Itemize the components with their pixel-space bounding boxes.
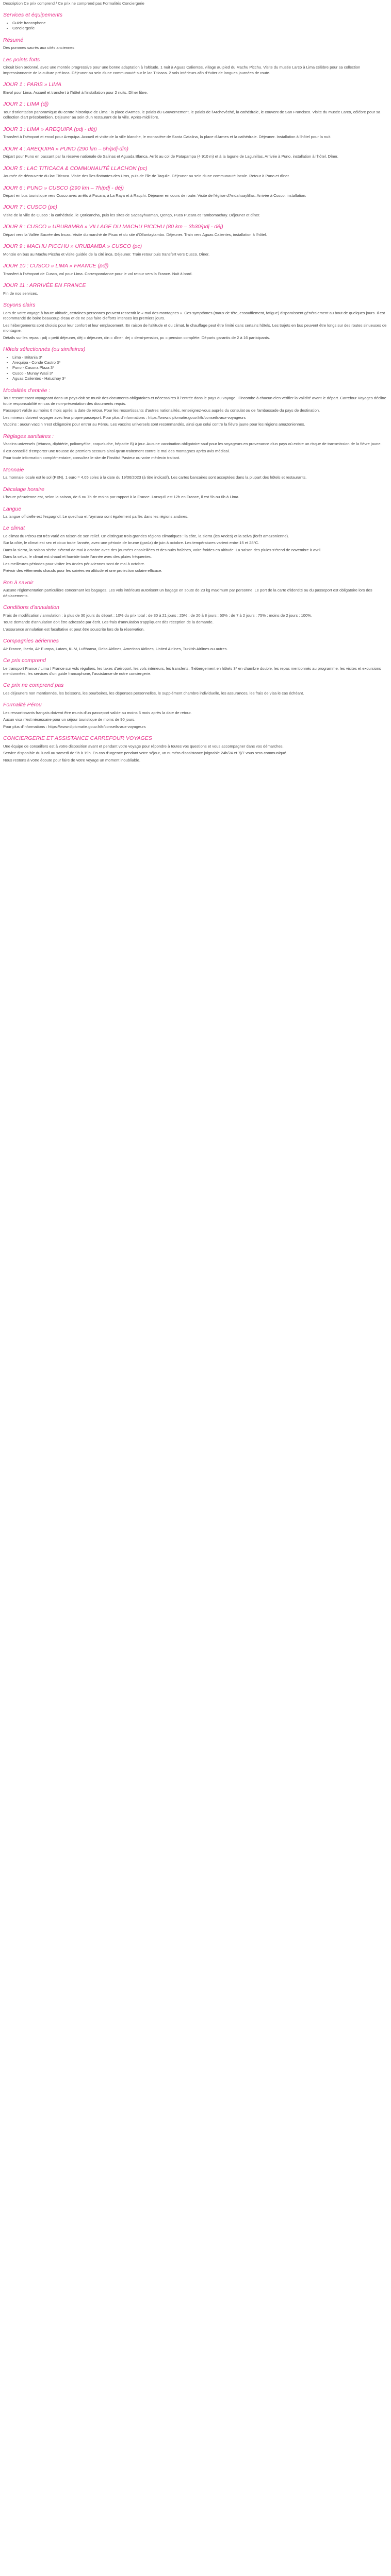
section-title-monnaie: Monnaie [3,466,24,473]
formalite-text-1: Les ressortissants français doivent être munis d'un passeport valide au moins 6 mois après la date de retour. [3,710,192,715]
section-title-bon-savoir: Bon à savoir [3,579,34,586]
conciergerie-text-2: Service disponible du lundi au samedi de 9h à 19h. En cas d'urgence pendant votre séjour, un numéro d'assistance joignable 24h/24 et 7j/7 vous sera communiqué. [3,751,287,756]
clair-text-3: Détails sur les repas : pdj = petit déjeuner, déj = déjeuner, din = dîner, dej = demi-pension, pc = pension complète. Départs garantis de 2 à 16 participants. [3,335,270,340]
list-item: • Conciergerie [12,26,388,31]
langue-text: La langue officielle est l'espagnol. Le quechua et l'aymara sont également parlés dans les régions andines. [3,514,189,519]
list-item: • Cusco - Munay Wasi 3* [12,371,388,376]
day-3-text: Transfert à l'aéroport et envol pour Arequipa. Accueil et visite de la ville blanche, le monastère de Santa Catalina, la place d'Armes et la cathédrale. Déjeuner. Installation à l'hôtel pour la nuit. [3,134,332,140]
climat-text-3: Dans la sierra, la saison sèche s'étend de mai à octobre avec des journées ensoleillées et des nuits fraîches, voire froides en altitude. La saison des pluies s'étend de novembre à avril. [3,547,322,552]
modalites-text-1: Tout ressortissant voyageant dans un pays doit se munir des documents obligatoires et nécessaires à l'entrée dans le pays du voyage. Il incombe à chacun d'en vérifier la validité avant le départ. Carrefour Voyages décline toute responsabilité en cas de non-présentation des documents requis. [3,396,386,406]
day-9-title: JOUR 9 : MACHU PICCHU » URUBAMBA » CUSCO (pc) [3,243,142,250]
header-line: Description Ce prix comprend / Ce prix ne comprend pas Formalités Conciergerie [3,1,144,6]
section-title-climat: Le climat [3,525,25,532]
list-item: • Aguas Calientes - Hatuchay 3* [12,376,388,381]
reglages-text-1: Vaccins universels (tétanos, diphtérie, poliomyélite, coqueluche, hépatite B) à jour. Aucune vaccination obligatoire sauf pour les voyageurs en provenance d'un pays où existe un risque de transmission de la fièvre jaune. [3,442,382,447]
conditions-text-2: Toute demande d'annulation doit être adressée par écrit. Les frais d'annulation s'appliquent dès réception de la demande. [3,620,214,625]
modalites-text-2: Passeport valide au moins 6 mois après la date de retour. Pour les ressortissants d'autres nationalités, renseignez-vous auprès du consulat ou de l'ambassade du pays de destination. [3,408,320,413]
climat-text-5: Les meilleures périodes pour visiter les Andes péruviennes sont de mai à octobre. [3,561,145,566]
list-item: • Arequipa - Conde Castro 3* [12,360,388,365]
monnaie-text: La monnaie locale est le sol (PEN). 1 euro = 4,05 soles à la date du 19/06/2023 (à titre indicatif). Les cartes bancaires sont acceptées dans la plupart des hôtels et restaurants. [3,475,307,480]
day-2-title: JOUR 2 : LIMA (dj) [3,101,49,108]
day-5-text: Journée de découverte du lac Titicaca. Visite des îles flottantes des Uros, puis de l'île de Taquile. Déjeuner au sein d'une communauté locale. Retour à Puno et dîner. [3,174,290,179]
bon-savoir-text: Aucune réglementation particulière concernant les bagages. Les vols intérieurs autorisent un bagage en soute de 23 kg maximum par personne. Le port de la carte d'identité ou du passeport est obligatoire lors des déplacements. [3,588,372,598]
conciergerie-text-3: Nous restons à votre écoute pour faire de votre voyage un moment inoubliable. [3,757,140,762]
section-title-compagnies: Compagnies aériennes [3,638,59,645]
day-9-text: Montée en bus au Machu Picchu et visite guidée de la cité inca. Déjeuner. Train retour puis transfert vers Cusco. Dîner. [3,251,210,257]
day-2-text: Tour d'orientation panoramique du centre historique de Lima : la place d'Armes, le palais du Gouvernement, le palais de l'Archevêché, la cathédrale, le couvent de San Francisco. Visite du musée Larco, célèbre pour sa collection d'art précolombien. Déjeuner au sein d'un restaurant de la ville. Après-midi libre. [3,109,381,120]
section-title-langue: Langue [3,505,22,512]
modalites-text-3: Les mineurs doivent voyager avec leur propre passeport. Pour plus d'informations : https://www.diplomatie.gouv.fr/fr/conseils-aux-voyageurs [3,415,246,420]
day-7-title: JOUR 7 : CUSCO (pc) [3,204,58,211]
day-8-text: Départ vers la Vallée Sacrée des Incas. Visite du marché de Pisac et du site d'Ollantaytambo. Déjeuner. Train vers Aguas Calientes, installation à l'hôtel. [3,232,267,237]
section-title-hotels: Hôtels sélectionnés (ou similaires) [3,346,86,353]
section-title-decalage: Décalage horaire [3,486,44,493]
day-6-text: Départ en bus touristique vers Cusco avec arrêts à Pucara, à La Raya et à Raqchi. Déjeuner en cours de route. Visite de l'église d'Andahuaylillas. Arrivée à Cusco, installation. [3,193,306,198]
day-7-text: Visite de la ville de Cusco : la cathédrale, le Qoricancha, puis les sites de Sacsayhuaman, Qenqo, Puca Pucara et Tambomachay. Déjeuner et dîner. [3,212,260,217]
day-8-title: JOUR 8 : CUSCO » URUBAMBA » VILLAGE DU MACHU PICCHU (80 km – 3h30/pdj - déj) [3,224,223,230]
clair-text-1: Lors de votre voyage à haute altitude, certaines personnes peuvent ressentir le « mal des montagnes ». Ces symptômes (maux de tête, essoufflement, fatigue) disparaissent généralement au bout de quelques jours. Il est recommandé de boire beaucoup d'eau et de ne pas faire d'efforts intenses les premiers jours. [3,310,385,321]
formalite-text-2: Aucun visa n'est nécessaire pour un séjour touristique de moins de 90 jours. [3,717,136,722]
day-3-title: JOUR 3 : LIMA » AREQUIPA (pdj - déj) [3,126,97,132]
reglages-text-3: Pour toute information complémentaire, consultez le site de l'Institut Pasteur ou votre médecin traitant. [3,455,181,461]
section-title-prix-comprend: Ce prix comprend [3,657,46,664]
resume-text: Des pommes sacrés aux cités anciennes [3,45,75,50]
day-11-title: JOUR 11 : ARRIVÉE EN FRANCE [3,282,86,289]
day-1-text: Envol pour Lima. Accueil et transfert à l'hôtel à l'installation pour 2 nuits. Dîner libre. [3,90,148,95]
climat-text-6: Prévoir des vêtements chauds pour les soirées en altitude et une protection solaire efficace. [3,568,162,573]
section-title-reglages: Réglages sanitaires : [3,433,54,439]
section-title-services: Services et équipements [3,12,62,19]
section-title-formalite: Formalité Pérou [3,702,42,708]
section-title-modalites: Modalités d'entrée : [3,387,51,394]
section-title-clair: Soyons clairs [3,302,36,309]
day-10-text: Transfert à l'aéroport de Cusco, vol pour Lima. Correspondance pour le vol retour vers la France. Nuit à bord. [3,271,193,276]
reglages-text-2: Il est conseillé d'emporter une trousse de premiers secours ainsi qu'un traitement contre le mal des montagnes après avis médical. [3,448,230,453]
section-title-conciergerie: CONCIERGERIE ET ASSISTANCE CARREFOUR VOYAGES [3,735,152,742]
prix-comprend-text: Le transport France / Lima / France sur vols réguliers, les taxes d'aéroport, les vols intérieurs, les transferts, l'hébergement en hôtels 3* en chambre double, les repas mentionnés au programme, les visites et excursions mentionnées, les services d'un guide francophone, l'assistance de notre conciergerie. [3,666,381,676]
day-11-text: Fin de nos services. [3,291,38,296]
day-4-text: Départ pour Puno en passant par la réserve nationale de Salinas et Aguada Blanca. Arrêt au col de Patapampa (4 910 m) et à la lagune de Lagunillas. Arrivée à Puno, installation à l'hôtel. Dîner. [3,154,338,159]
list-item: • Guide francophone [12,21,388,26]
hotels-list [3,355,388,382]
climat-text-1: Le climat du Pérou est très varié en raison de son relief. On distingue trois grandes régions climatiques : la côte, la sierra (les Andes) et la selva (forêt amazonienne). [3,533,289,538]
compagnies-text: Air France, Iberia, Air Europa, Latam, KLM, Lufthansa, Delta Airlines, American Airlines, United Airlines, Turkish Airlines ou autres. [3,646,228,651]
climat-text-4: Dans la selva, le climat est chaud et humide toute l'année avec des pluies fréquentes. [3,554,152,560]
list-item: • Lima - Britania 3* [12,355,388,360]
clair-text-2: Les hébergements sont choisis pour leur confort et leur emplacement. En raison de l'altitude et du climat, le chauffage peut être limité dans certains hôtels. Les trajets en bus peuvent être longs sur des routes sinueuses de montagne. [3,323,387,333]
conciergerie-text-1: Une équipe de conseillers est à votre disposition avant et pendant votre voyage pour répondre à toutes vos questions et vous accompagner dans vos démarches. [3,743,284,749]
forts-text: Circuit bien ordonné, avec une montée progressive pour une bonne adaptation à l'altitude. 1 nuit à Aguas Calientes, village au pied du Machu Picchu. Visite du musée Larco à Lima célèbre pour sa collection impressionnante de la culture pré-inca. Déjeuner au sein d'une communauté sur le lac Titicaca. 2 vols intérieurs afin d'éviter de longues journées de route. [3,65,361,75]
day-6-title: JOUR 6 : PUNO » CUSCO (290 km – 7h/pdj - déj) [3,184,124,191]
document-page [0,0,391,770]
conditions-text-1: Frais de modification / annulation : à plus de 30 jours du départ : 10% du prix total ; de 30 à 21 jours : 25% ; de 20 à 8 jours : 50% ; de 7 à 2 jours : 75% ; moins de 2 jours : 100%. [3,613,312,618]
day-4-title: JOUR 4 : AREQUIPA » PUNO (290 km – 5h/pdj-din) [3,145,128,152]
climat-text-2: Sur la côte, le climat est sec et doux toute l'année, avec une période de brume (garúa) de juin à octobre. Les températures varient entre 15 et 28°C. [3,540,259,546]
section-title-forts: Les points forts [3,56,40,63]
day-5-title: JOUR 5 : LAC TITICACA & COMMUNAUTÉ LLACHON (pc) [3,165,148,172]
day-1-title: JOUR 1 : PARIS » LIMA [3,81,62,88]
prix-ne-comprend-text: Les déjeuners non mentionnés, les boissons, les pourboires, les dépenses personnelles, le supplément chambre individuelle, les assurances, les frais de visa le cas échéant. [3,690,304,696]
day-10-title: JOUR 10 : CUSCO » LIMA » FRANCE (pdj) [3,263,109,269]
section-title-prix-ne-comprend: Ce prix ne comprend pas [3,682,64,689]
formalite-text-3: Pour plus d'informations : https://www.diplomatie.gouv.fr/fr/conseils-aux-voyageurs [3,724,146,729]
section-title-conditions: Conditions d'annulation [3,604,59,611]
section-title-resume: Résumé [3,37,24,43]
services-list [3,21,388,31]
decalage-text: L'heure péruvienne est, selon la saison, de 6 ou 7h de moins par rapport à la France. Lorsqu'il est 12h en France, il est 5h ou 6h à Lima. [3,495,239,500]
modalites-text-4: Vaccins : aucun vaccin n'est obligatoire pour entrer au Pérou. Les vaccins universels sont recommandés, ainsi que celui contre la fièvre jaune pour les régions amazoniennes. [3,422,305,427]
conditions-text-3: L'assurance annulation est facultative et peut être souscrite lors de la réservation. [3,626,145,632]
list-item: • Puno - Casona Plaza 3* [12,365,388,370]
